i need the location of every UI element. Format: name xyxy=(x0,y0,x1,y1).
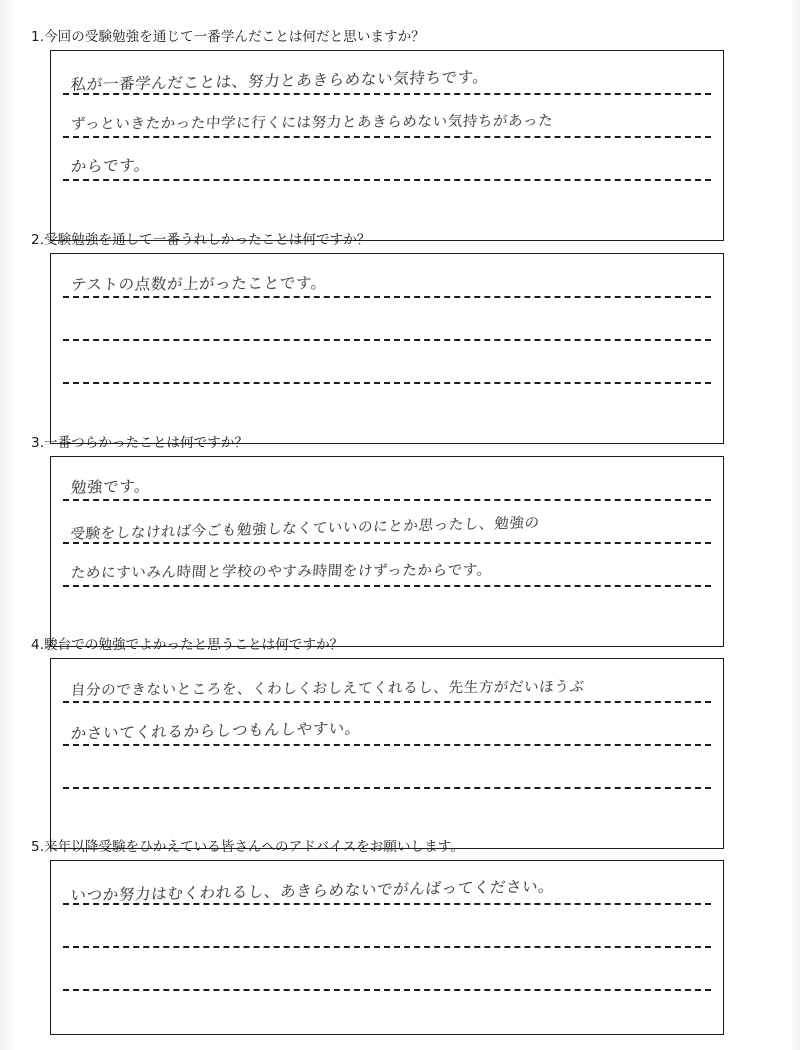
answer-box-3[interactable] xyxy=(50,456,724,647)
handwritten-line xyxy=(69,515,715,543)
answer-box-2[interactable] xyxy=(50,253,724,444)
handwritten-line xyxy=(71,719,715,741)
handwritten-line xyxy=(69,877,715,905)
answer-box-4[interactable] xyxy=(50,658,724,849)
question-label-5: 5.来年以降受験をひかえている皆さんへのアドバイスをお願いします。 xyxy=(31,839,464,855)
handwritten-line xyxy=(69,67,715,95)
handwritten-text: からです。 xyxy=(70,156,151,176)
question-label-2: 2.受験勉強を通して一番うれしかったことは何ですか？ xyxy=(31,232,371,248)
handwritten-text: ずっといきたかった中学に行くには努力とあきらめない気持ちがあった xyxy=(70,113,554,133)
handwritten-text: ためにすいみん時間と学校のやすみ時間をけずったからです。 xyxy=(70,562,493,582)
handwritten-text: 受験をしなければ今ごも勉強しなくていいのにとか思ったし、勉強の xyxy=(69,515,541,543)
handwritten-line xyxy=(71,272,715,294)
handwriting-5 xyxy=(51,861,723,1034)
handwritten-text: テストの点数が上がったことです。 xyxy=(70,274,328,294)
handwritten-line xyxy=(71,677,715,698)
answer-box-1[interactable] xyxy=(50,50,724,241)
handwriting-3 xyxy=(51,457,723,646)
handwritten-line xyxy=(71,475,715,497)
question-label-4: 4.駿台での勉強でよかったと思うことは何ですか？ xyxy=(31,637,344,653)
scan-edge-shadow-left xyxy=(0,0,14,1050)
handwritten-text: 私が一番学んだことは、努力とあきらめない気持ちです。 xyxy=(69,67,490,95)
handwritten-text: かさいてくれるからしつもんしやすい。 xyxy=(69,719,362,743)
handwritten-text: いつか努力はむくわれるし、あきらめないでがんばってください。 xyxy=(69,877,556,905)
question-label-3: 3.一番つらかったことは何ですか？ xyxy=(31,435,249,451)
handwritten-text: 勉強です。 xyxy=(70,477,152,497)
scan-edge-shadow-right xyxy=(790,0,800,1050)
handwritten-text: 自分のできないところを、くわしくおしえてくれるし、先生方がだいほうぶ xyxy=(70,679,585,699)
handwritten-line xyxy=(71,154,715,176)
answer-box-5[interactable] xyxy=(50,860,724,1035)
question-label-1: 1.今回の受験勉強を通じて一番学んだことは何だと思いますか？ xyxy=(31,29,425,45)
handwriting-1 xyxy=(51,51,723,240)
handwriting-4 xyxy=(51,659,723,848)
handwritten-line xyxy=(71,560,715,581)
handwritten-line xyxy=(71,111,715,132)
handwriting-2 xyxy=(51,254,723,443)
